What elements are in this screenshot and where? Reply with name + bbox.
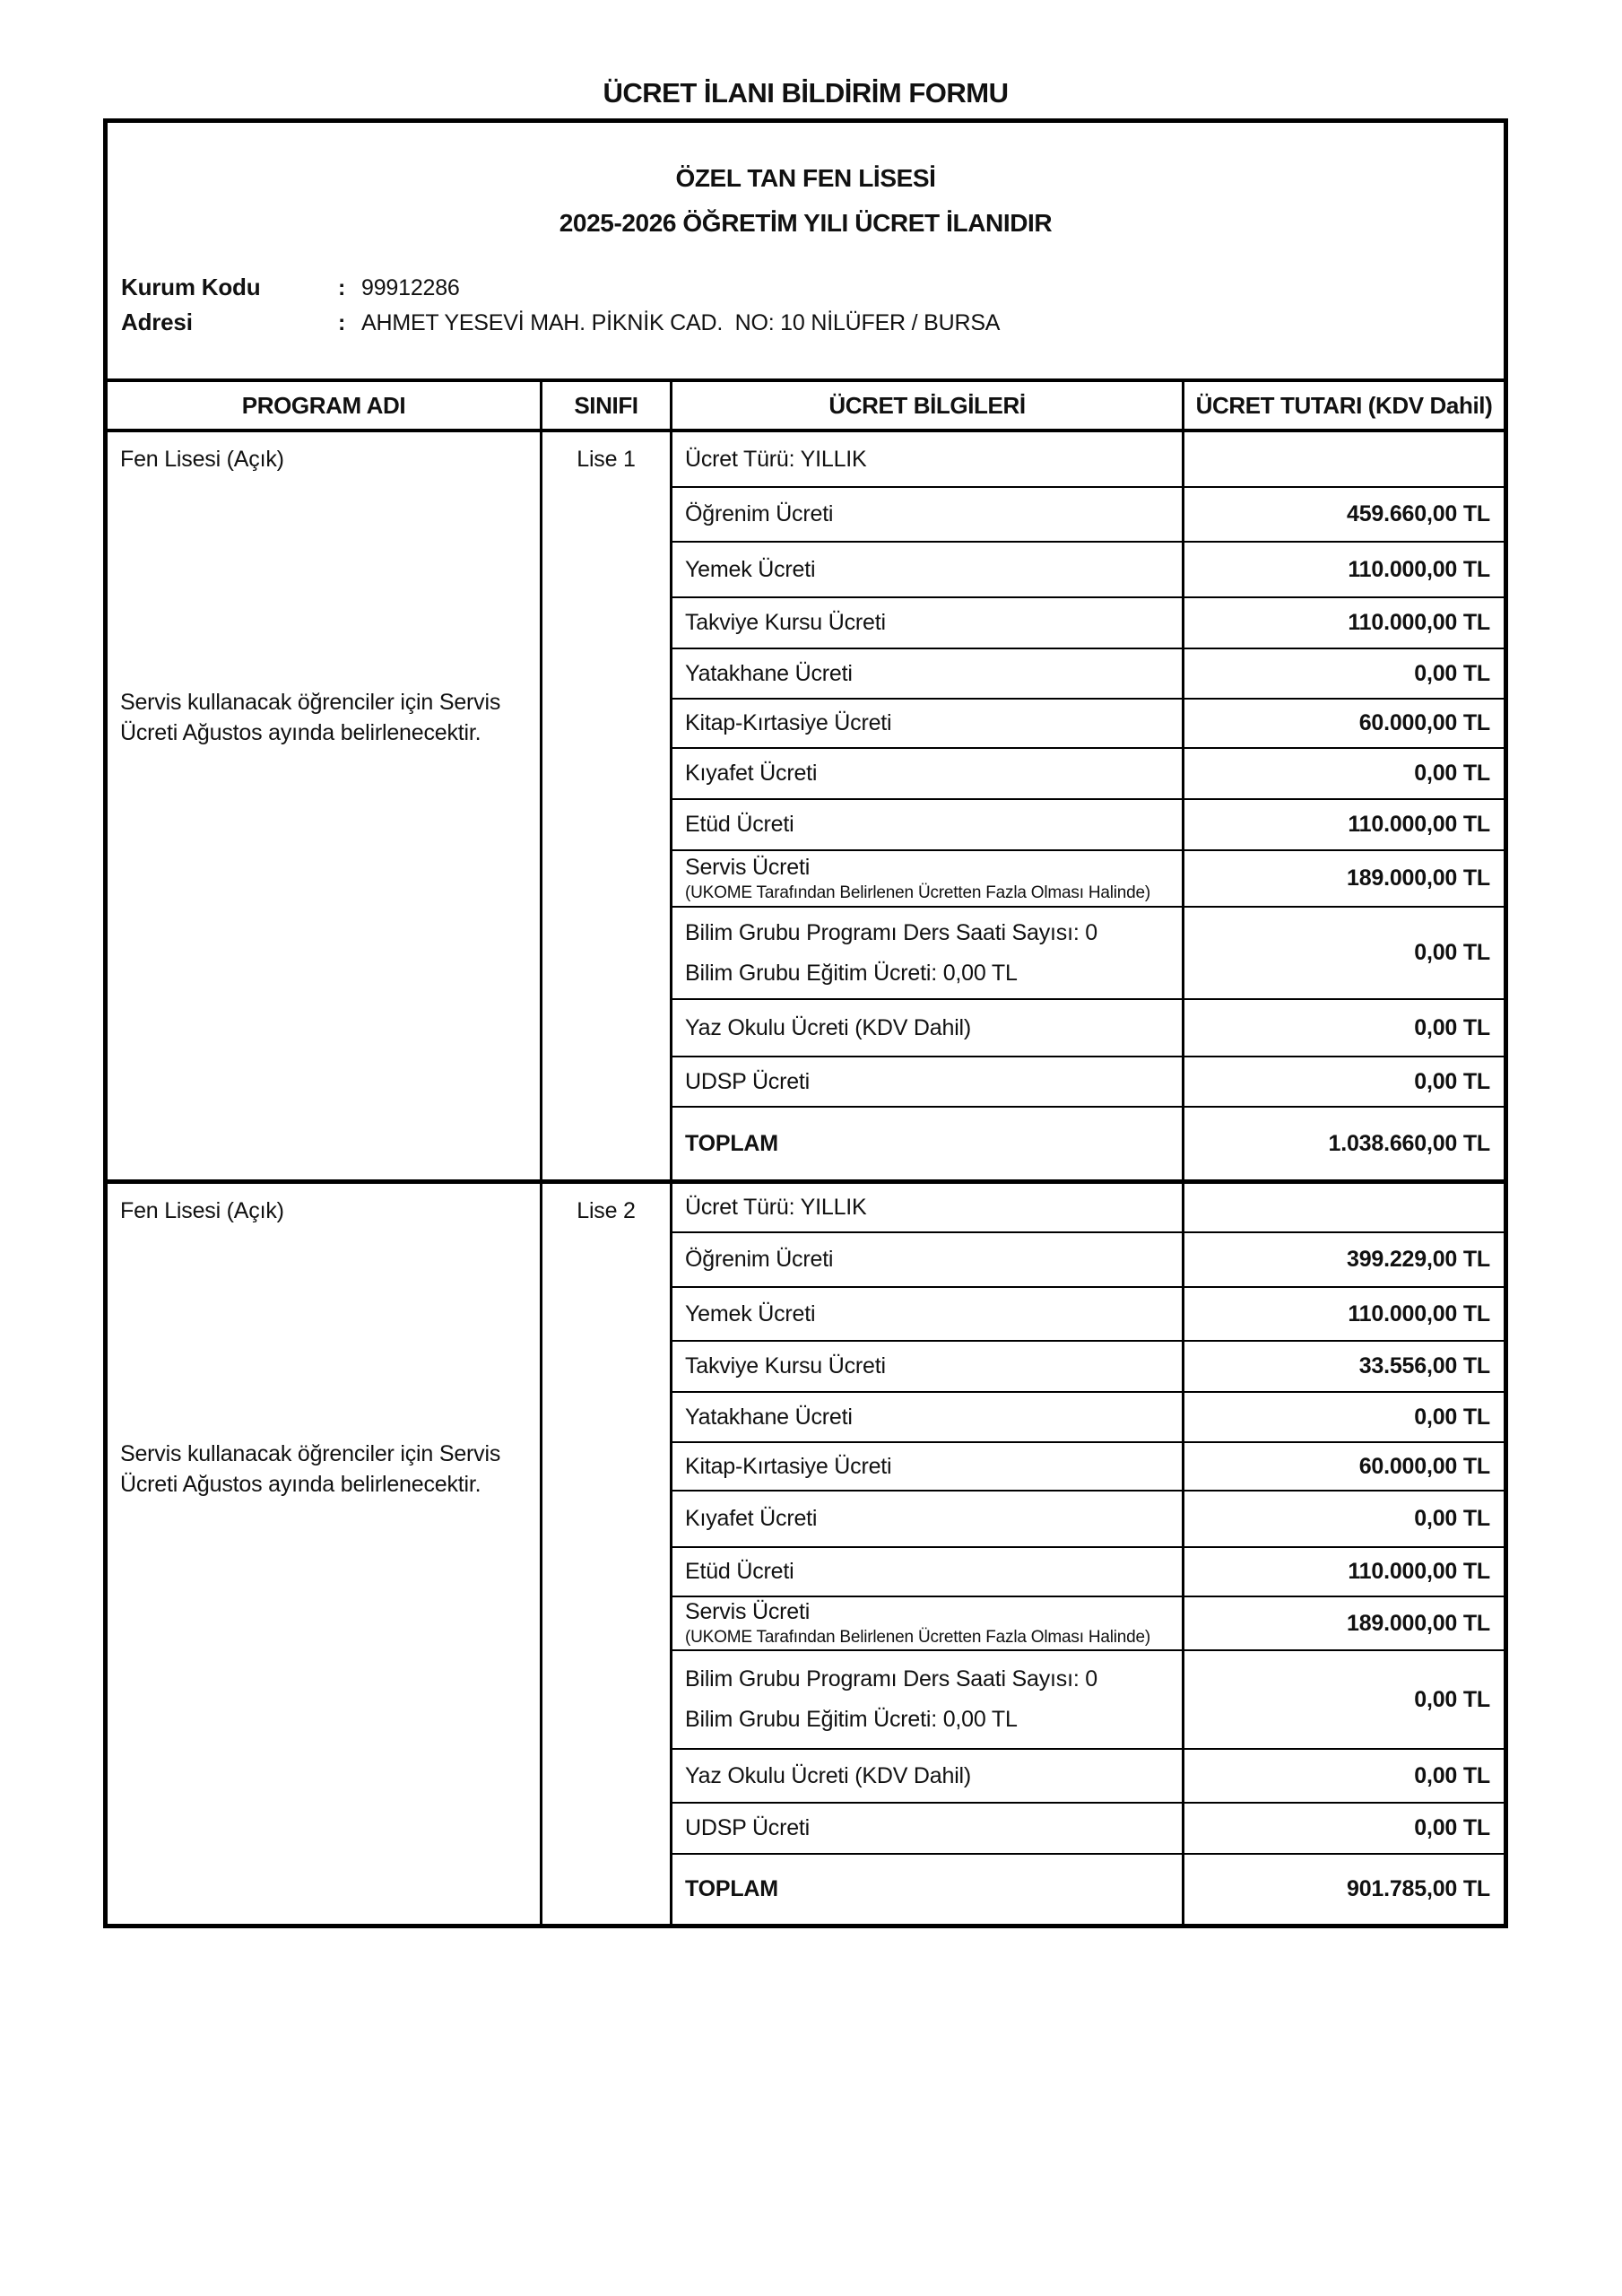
fee-label: Takviye Kursu Ücreti (672, 1342, 1184, 1393)
fee-label: Bilim Grubu Programı Ders Saati Sayısı: 0 (685, 919, 1098, 945)
fee-label: Kıyafet Ücreti (672, 749, 1184, 800)
field-adres (121, 309, 1000, 336)
fee-label-line2: Bilim Grubu Eğitim Ücreti: 0,00 TL (685, 1707, 1018, 1732)
total-amount: 1.038.660,00 TL (1328, 1130, 1490, 1156)
fee-sublabel-ukome: (UKOME Tarafından Belirlenen Ücretten Fazla Olması Halinde) (685, 883, 1151, 902)
fee-label: Bilim Grubu Programı Ders Saati Sayısı: 0 (685, 1666, 1098, 1692)
fee-amount: 0,00 TL (1184, 1393, 1504, 1443)
fee-label: Yatakhane Ücreti (672, 1393, 1184, 1443)
fee-label: Yaz Okulu Ücreti (KDV Dahil) (672, 1000, 1184, 1057)
fee-amount: 0,00 TL (1184, 1492, 1504, 1548)
field-kurum-kodu (121, 274, 460, 301)
fee-amount: 0,00 TL (1184, 749, 1504, 800)
program-name: Fen Lisesi (Açık) (120, 1198, 284, 1223)
fee-amount: 60.000,00 TL (1184, 1443, 1504, 1492)
program-name: Fen Lisesi (Açık) (120, 447, 284, 472)
fee-label: Kitap-Kırtasiye Ücreti (672, 1443, 1184, 1492)
fee-label: Ücret Türü: YILLIK (672, 432, 1184, 488)
fee-label: Servis Ücreti (685, 1599, 811, 1624)
fee-sublabel-ukome: (UKOME Tarafından Belirlenen Ücretten Fazla Olması Halinde) (685, 1628, 1151, 1647)
total-label: TOPLAM (672, 1855, 1184, 1924)
fee-amount: 0,00 TL (1184, 1000, 1504, 1057)
adres-value: AHMET YESEVİ MAH. PİKNİK CAD. NO: 10 NİLÜFER / BURSA (361, 310, 1001, 335)
fee-amount: 459.660,00 TL (1184, 488, 1504, 543)
fee-amount: 0,00 TL (1184, 1651, 1504, 1750)
fee-amount: 110.000,00 TL (1184, 1288, 1504, 1342)
fee-amount: 60.000,00 TL (1184, 700, 1504, 749)
fee-label: UDSP Ücreti (672, 1057, 1184, 1108)
total-amount: 901.785,00 TL (1346, 1876, 1490, 1901)
fee-amount: 110.000,00 TL (1184, 1548, 1504, 1597)
fee-label-servis (672, 851, 1184, 908)
fee-amount: 110.000,00 TL (1184, 598, 1504, 649)
kurum-kodu-value: 99912286 (361, 275, 460, 300)
form-frame (103, 118, 1508, 1928)
school-info-box (108, 123, 1504, 382)
column-header-ucret-bilgileri: ÜCRET BİLGİLERİ (672, 382, 1184, 429)
service-note: Servis kullanacak öğrenciler için Servis Ücreti Ağustos ayında belirlenecektir. (120, 690, 501, 745)
fee-amount (1184, 432, 1504, 488)
fee-label: Takviye Kursu Ücreti (672, 598, 1184, 649)
grade-cell: Lise 1 (542, 432, 672, 1179)
program-cell (108, 1184, 542, 1924)
adres-colon: : (338, 310, 346, 335)
program-cell (108, 432, 542, 1179)
fee-amount (1184, 1184, 1504, 1233)
fee-label: Ücret Türü: YILLIK (672, 1184, 1184, 1233)
fee-amount: 110.000,00 TL (1184, 800, 1504, 851)
column-header-program-adi: PROGRAM ADI (108, 382, 542, 429)
fee-label-bilim-grubu (672, 1651, 1184, 1750)
grade-cell: Lise 2 (542, 1184, 672, 1924)
fee-label-servis (672, 1597, 1184, 1651)
kurum-kodu-label: Kurum Kodu (121, 274, 261, 300)
fee-label: Kitap-Kırtasiye Ücreti (672, 700, 1184, 749)
fee-label: Yemek Ücreti (672, 543, 1184, 598)
fee-label: Etüd Ücreti (672, 800, 1184, 851)
fee-section-lise-2 (108, 1179, 1504, 1924)
document-title: ÜCRET İLANI BİLDİRİM FORMU (603, 77, 1009, 109)
fee-label-bilim-grubu (672, 908, 1184, 1000)
fee-label: Yemek Ücreti (672, 1288, 1184, 1342)
fee-amount: 0,00 TL (1184, 1804, 1504, 1855)
fee-label: Etüd Ücreti (672, 1548, 1184, 1597)
kurum-kodu-colon: : (338, 275, 346, 300)
total-label: TOPLAM (672, 1108, 1184, 1179)
fee-amount: 33.556,00 TL (1184, 1342, 1504, 1393)
fee-label: Kıyafet Ücreti (672, 1492, 1184, 1548)
year-subtitle: 2025-2026 ÖĞRETİM YILI ÜCRET İLANIDIR (559, 209, 1053, 237)
fee-label: Yatakhane Ücreti (672, 649, 1184, 700)
service-note: Servis kullanacak öğrenciler için Servis Ücreti Ağustos ayında belirlenecektir. (120, 1441, 501, 1497)
fee-label: UDSP Ücreti (672, 1804, 1184, 1855)
fee-label: Öğrenim Ücreti (672, 1233, 1184, 1288)
adres-label: Adresi (121, 309, 193, 335)
fee-amount: 189.000,00 TL (1184, 1597, 1504, 1651)
fee-label-line2: Bilim Grubu Eğitim Ücreti: 0,00 TL (685, 960, 1018, 986)
fee-amount: 0,00 TL (1184, 908, 1504, 1000)
fee-section-lise-1 (108, 432, 1504, 1179)
column-header-sinifi: SINIFI (542, 382, 672, 429)
fee-amount: 189.000,00 TL (1184, 851, 1504, 908)
fee-amount: 0,00 TL (1184, 649, 1504, 700)
fee-amount: 399.229,00 TL (1184, 1233, 1504, 1288)
column-header-ucret-tutari: ÜCRET TUTARI (KDV Dahil) (1195, 391, 1493, 419)
school-name: ÖZEL TAN FEN LİSESİ (675, 164, 936, 192)
fee-amount: 0,00 TL (1184, 1057, 1504, 1108)
fee-label: Öğrenim Ücreti (672, 488, 1184, 543)
table-header-row (108, 382, 1504, 432)
fee-label: Yaz Okulu Ücreti (KDV Dahil) (672, 1750, 1184, 1804)
fee-label: Servis Ücreti (685, 854, 811, 880)
fee-amount: 110.000,00 TL (1184, 543, 1504, 598)
fee-amount: 0,00 TL (1184, 1750, 1504, 1804)
